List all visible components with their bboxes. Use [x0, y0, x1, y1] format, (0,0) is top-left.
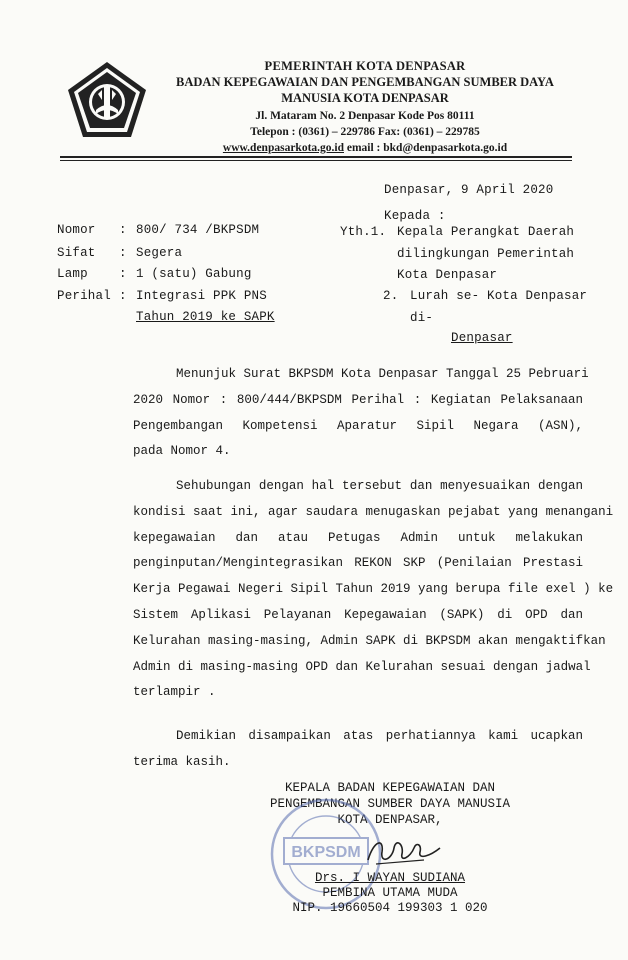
body-line: Sistem Aplikasi Pelayanan Kepegawaian (SAPK) di OPD dan [133, 607, 583, 622]
letterhead-email: email : bkd@denpasarkota.go.id [343, 142, 508, 154]
recipient-1-line3: Kota Denpasar [397, 268, 498, 282]
nomor-value: 800/ 734 /BKPSDM [136, 223, 260, 237]
signatory-name: Drs. I WAYAN SUDIANA [314, 871, 466, 885]
body-paragraph-2 [133, 474, 614, 706]
signatory-nip: NIP. 19660504 199303 1 020 [292, 901, 488, 915]
body-line: terlampir . [133, 685, 216, 700]
stamp-label: BKPSDM [291, 844, 361, 861]
sifat-colon: : [119, 246, 127, 260]
letterhead-website: www.denpasarkota.go.id [222, 142, 344, 154]
sifat-value: Segera [136, 246, 183, 260]
body-line: Menunjuk Surat BKPSDM Kota Denpasar Tanggal 25 Pebruari [176, 367, 589, 381]
letter-date: Denpasar, 9 April 2020 [384, 183, 554, 197]
yth-label: Yth.1. [340, 225, 387, 239]
body-line: Pengembangan Kompetensi Aparatur Sipil Negara (ASN), [133, 418, 583, 433]
body-line: Demikian disampaikan atas perhatiannya kami ucapkan [176, 729, 583, 743]
letterhead-phone: Telepon : (0361) – 229786 Fax: (0361) – 229785 [250, 126, 480, 138]
nomor-label: Nomor [57, 223, 96, 237]
recipient-2-line1: Lurah se- Kota Denpasar [410, 289, 588, 303]
recipient-1-line1: Kepala Perangkat Daerah [397, 225, 575, 239]
signatory-title-line1: KEPALA BADAN KEPEGAWAIAN DAN [284, 781, 496, 795]
signatory-title-line2: PENGEMBANGAN SUMBER DAYA MANUSIA [269, 797, 511, 811]
lamp-colon: : [119, 267, 127, 281]
body-line: Kerja Pegawai Negeri Sipil Tahun 2019 yang berupa file exel ) ke [133, 582, 614, 597]
body-line: pada Nomor 4. [133, 444, 231, 459]
body-paragraph-1 [133, 362, 589, 465]
body-line: Sehubungan dengan hal tersebut dan menyesuaikan dengan [176, 479, 583, 493]
recipient-di: di- [410, 311, 434, 325]
letterhead-contact [160, 140, 570, 156]
nomor-colon: : [119, 223, 127, 237]
perihal-value-cont: Tahun 2019 ke SAPK [136, 310, 275, 324]
recipient-2-number: 2. [383, 289, 399, 303]
body-line: terima kasih. [133, 754, 231, 769]
signatory-title-line3: KOTA DENPASAR, [337, 813, 443, 827]
letterhead-rule-thick [60, 156, 572, 158]
body-line: kepegawaian dan atau Petugas Admin untuk melakukan [133, 530, 583, 545]
body-paragraph-3 [133, 724, 583, 776]
letterhead-government: PEMERINTAH KOTA DENPASAR [264, 59, 466, 73]
sifat-label: Sifat [57, 246, 96, 260]
recipient-place: Denpasar [451, 331, 513, 345]
body-line: Kelurahan masing-masing, Admin SAPK di BKPSDM akan mengaktifkan [133, 633, 606, 648]
perihal-colon: : [119, 289, 127, 303]
body-line: Admin di masing-masing OPD dan Kelurahan sesuai dengan jadwal [133, 659, 591, 674]
letterhead-rule-thin [60, 160, 572, 161]
signatory-rank: PEMBINA UTAMA MUDA [322, 886, 458, 900]
perihal-label: Perihal [57, 289, 111, 303]
kepada-label: Kepada : [384, 209, 446, 223]
letterhead-agency: BADAN KEPEGAWAIAN DAN PENGEMBANGAN SUMBER DAYA [176, 75, 554, 89]
letterhead-address: Jl. Mataram No. 2 Denpasar Kode Pos 80111 [255, 110, 475, 122]
letterhead-agency-cont: MANUSIA KOTA DENPASAR [281, 91, 449, 105]
body-line: 2020 Nomor : 800/444/BKPSDM Perihal : Kegiatan Pelaksanaan [133, 392, 583, 407]
handwritten-signature [364, 830, 444, 870]
lamp-value: 1 (satu) Gabung [136, 267, 252, 281]
perihal-value: Integrasi PPK PNS [136, 289, 267, 303]
recipient-1-line2: dilingkungan Pemerintah [397, 247, 575, 261]
lamp-label: Lamp [57, 267, 88, 281]
letterhead [160, 58, 570, 156]
body-line: penginputan/Mengintegrasikan REKON SKP (Penilaian Prestasi [133, 556, 583, 571]
city-emblem-logo [66, 60, 148, 140]
body-line: kondisi saat ini, agar saudara menugaskan pejabat yang menangani [133, 504, 614, 519]
